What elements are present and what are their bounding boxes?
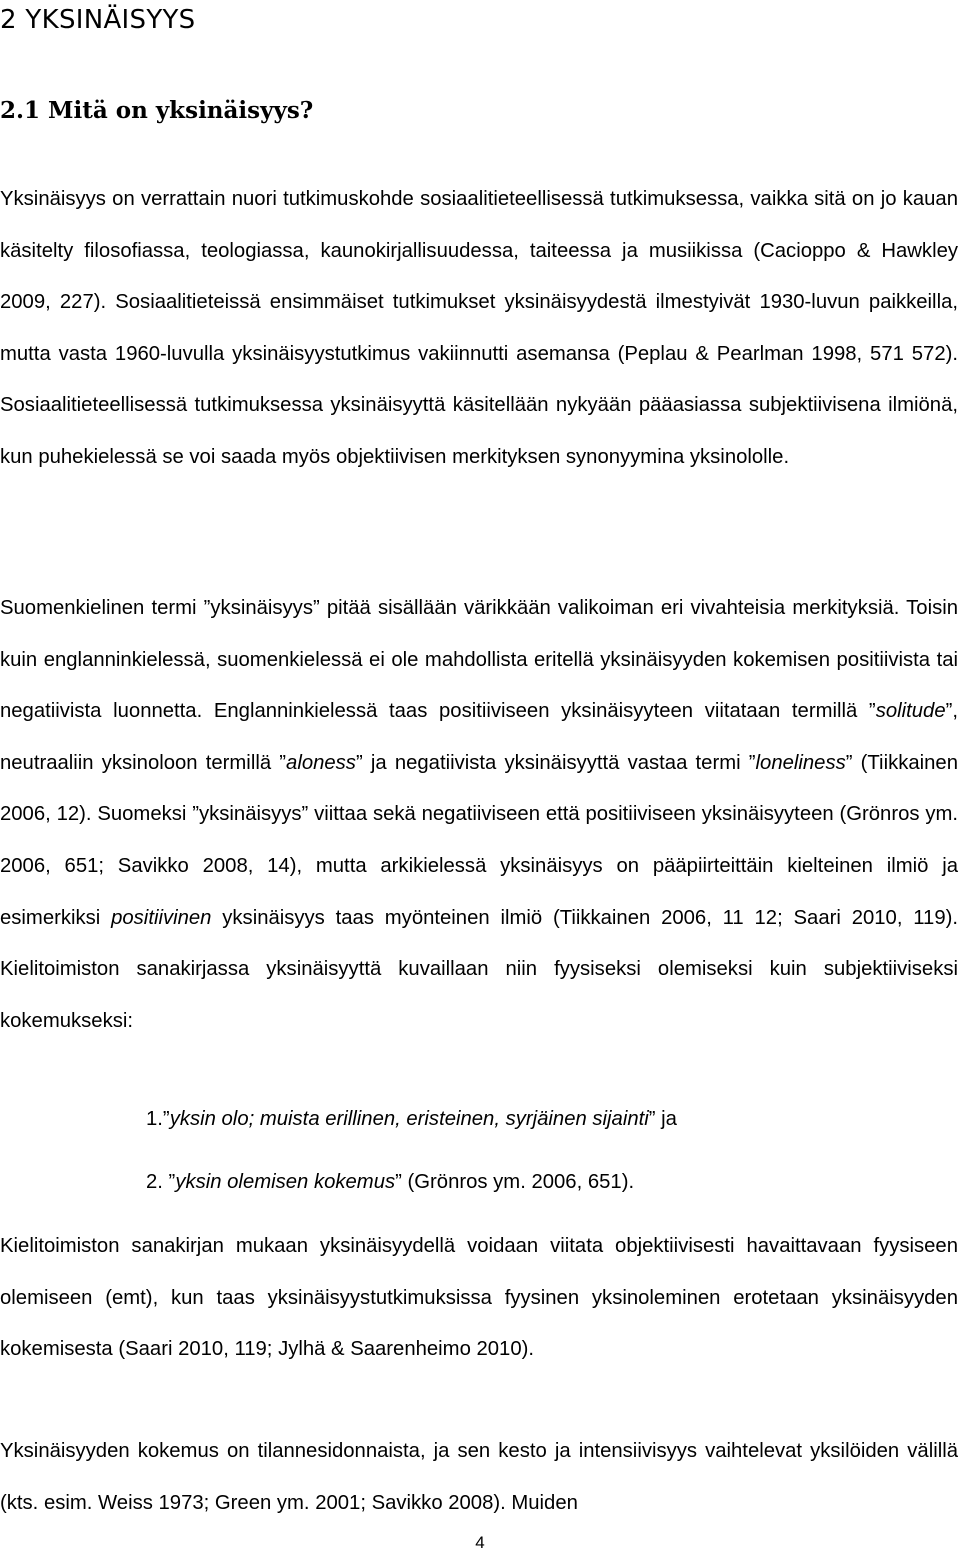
definition-text: yksin olemisen kokemus xyxy=(175,1171,396,1193)
text-span: viittaa sekä negatiiviseen että positiiviseen yksinäisyyteen (Grönros ym. 2006, 651; Savikko 2008, 14), mutta arkikielessä yksinäisyys on pääpiirteittäin kielteinen ilmiö ja esimerkiksi xyxy=(0,803,958,929)
term-loneliness: loneliness xyxy=(755,751,846,774)
page-number: 4 xyxy=(475,1533,485,1552)
text-span: Suomenkielinen termi xyxy=(0,597,204,619)
text-span: ja xyxy=(655,1108,677,1130)
paragraph-terminology: Suomenkielinen termi ”yksinäisyys” pitää sisällään värikkään valikoiman eri vivahteisia merkityksiä. Toisin kuin englanninkielessä, suomenkielessä ei ole mahdollista eritellä yksinäisyyden kokemisen positiivista tai negatiivista luonnetta. Englanninkielessä taas positiiviseen yksinäisyyteen viitataan termillä ”solitude”, neutraaliin yksinoloon termillä ”aloness” ja negatiivista yksinäisyyttä vastaa termi ”loneliness” (Tiikkainen 2006, 12). Suomeksi ”yksinäisyys” viittaa sekä negatiiviseen että positiiviseen yksinäisyyteen (Grönros ym. 2006, 651; Savikko 2008, 14), mutta arkikielessä yksinäisyys on pääpiirteittäin kielteinen ilmiö ja esimerkiksi positiivinen yksinäisyys taas myönteinen ilmiö (Tiikkainen 2006, 11 12; Saari 2010, 119). Kielitoimiston sanakirjassa yksinäisyyttä kuvaillaan niin fyysiseksi olemiseksi kuin subjektiiviseksi kokemukseksi: xyxy=(0,597,958,1032)
quoted-term: yksinäisyys xyxy=(210,597,313,619)
definition-text: yksin olo; muista erillinen, eristeinen, syrjäinen sijainti xyxy=(169,1108,649,1130)
chapter-title: 2 YKSINÄISYYS xyxy=(0,5,196,35)
list-number: 1. xyxy=(146,1108,163,1130)
paragraph-intro: Yksinäisyys on verrattain nuori tutkimuskohde sosiaalitieteellisessä tutkimuksessa, vaikka sitä on jo kauan käsitelty filosofiassa, teologiassa, kaunokirjallisuudessa, taiteessa ja musiikissa (Cacioppo & Hawkley 2009, 227). Sosiaalitieteissä ensimmäiset tutkimukset yksinäisyydestä ilmestyivät 1930-luvun paikkeilla, mutta vasta 1960-luvulla yksinäisyystutkimus vakiinnutti asemansa (Peplau & Pearlman 1998, 571 572). Sosiaalitieteellisessä tutkimuksessa yksinäisyyttä käsitellään nykyään pääasiassa subjektiivisena ilmiönä, kun puhekielessä se voi saada myös objektiivisen merkityksen synonyymina yksinololle. xyxy=(0,188,958,468)
term-positiivinen: positiivinen xyxy=(111,906,212,929)
text-span: (Grönros ym. 2006, 651). xyxy=(401,1171,635,1193)
section-title: 2.1 Mitä on yksinäisyys? xyxy=(0,97,314,124)
term-aloness: aloness xyxy=(286,751,356,774)
text-span: (Tiikkainen 2006, 12). Suomeksi xyxy=(0,751,958,826)
text-span: , neutraaliin yksinoloon termillä xyxy=(0,700,958,774)
quoted-term: yksinäisyys xyxy=(198,803,302,826)
text-span: pitää sisällään värikkään valikoiman eri vivahteisia merkityksiä. Toisin kuin englanninkielessä, suomenkielessä ei ole mahdollista eritellä yksinäisyyden kokemisen positiivista tai negatiivista luonnetta. Englanninkielessä taas positiiviseen yksinäisyyteen viitataan termillä xyxy=(0,597,958,723)
term-solitude: solitude xyxy=(875,700,946,723)
paragraph-dictionary: Kielitoimiston sanakirjan mukaan yksinäisyydellä voidaan viitata objektiivisesti havaittavaan fyysiseen olemiseen (emt), kun taas yksinäisyystutkimuksissa fyysinen yksinoleminen erotetaan yksinäisyyden kokemisesta (Saari 2010, 119; Jylhä & Saarenheimo 2010). xyxy=(0,1235,958,1361)
definition-item-2: 2. ”yksin olemisen kokemus” (Grönros ym. 2006, 651). xyxy=(146,1171,635,1193)
paragraph-experience: Yksinäisyyden kokemus on tilannesidonnaista, ja sen kesto ja intensiivisyys vaihtelevat yksilöiden välillä (kts. esim. Weiss 1973; Green ym. 2001; Savikko 2008). Muiden xyxy=(0,1440,958,1514)
text-span: ja negatiivista yksinäisyyttä vastaa termi xyxy=(362,751,749,774)
text-span: yksinäisyys taas myönteinen ilmiö (Tiikkainen 2006, 11 12; Saari 2010, 119). Kielitoimiston sanakirjassa yksinäisyyttä kuvaillaan niin fyysiseksi olemiseksi kuin subjektiiviseksi kokemukseksi: xyxy=(0,906,958,1032)
definition-item-1: 1.”yksin olo; muista erillinen, eristeinen, syrjäinen sijainti” ja xyxy=(146,1108,677,1130)
list-number: 2. xyxy=(146,1171,163,1193)
